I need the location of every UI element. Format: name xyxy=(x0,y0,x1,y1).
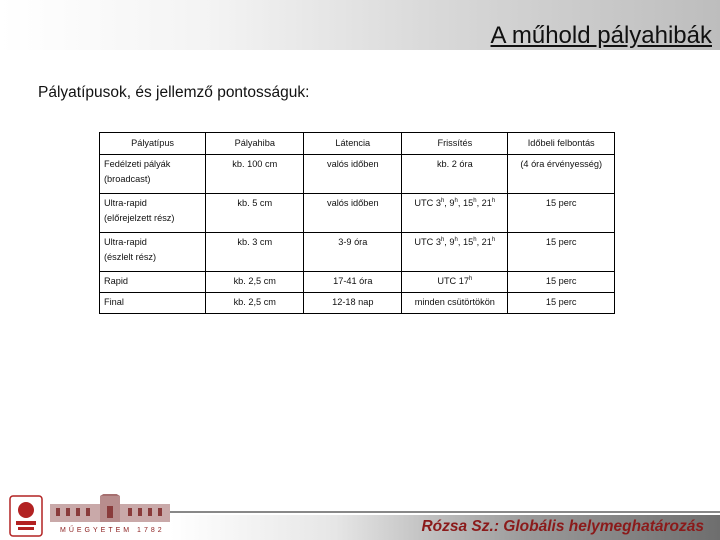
update-cell: UTC 17$^h$ xyxy=(402,272,508,293)
table-row xyxy=(100,293,615,314)
type-cell: Final xyxy=(100,293,206,314)
type-cell xyxy=(100,233,206,272)
bme-logo-icon xyxy=(6,494,46,538)
slide-title: A műhold pályahibák xyxy=(490,22,712,49)
footer-author-text: Rózsa Sz.: Globális helymeghatározás xyxy=(421,518,704,535)
update-cell: UTC 3$^h$, 9$^h$, 15$^h$, 21$^h$ xyxy=(402,194,508,233)
type-cell xyxy=(100,194,206,233)
type-sublabel: (észlelt rész) xyxy=(104,252,157,262)
resolution-cell: 15 perc xyxy=(508,293,615,314)
logo-caption: MŰEGYETEM 1782 xyxy=(60,527,165,534)
slide-subtitle: Pályatípusok, és jellemző pontosságuk: xyxy=(38,84,310,101)
type-sublabel: (broadcast) xyxy=(104,174,151,184)
header-cell: Időbeli felbontás xyxy=(508,133,615,155)
error-cell: kb. 3 cm xyxy=(206,233,304,272)
table-row xyxy=(100,194,615,233)
header-cell: Pályatípus xyxy=(100,133,206,155)
error-cell: kb. 5 cm xyxy=(206,194,304,233)
error-cell: kb. 100 cm xyxy=(206,155,304,194)
header-cell: Frissítés xyxy=(402,133,508,155)
table-row xyxy=(100,272,615,293)
table-header-row xyxy=(100,133,615,155)
resolution-cell: 15 perc xyxy=(508,233,615,272)
resolution-cell: 15 perc xyxy=(508,272,615,293)
header-cell: Látencia xyxy=(304,133,402,155)
latency-cell: 12-18 nap xyxy=(304,293,402,314)
error-cell: kb. 2,5 cm xyxy=(206,293,304,314)
university-building-icon xyxy=(50,494,170,522)
latency-cell: 3-9 óra xyxy=(304,233,402,272)
footer-divider xyxy=(170,511,720,513)
table-row xyxy=(100,155,615,194)
table-row xyxy=(100,233,615,272)
type-label: Ultra-rapid xyxy=(104,198,147,208)
update-cell: kb. 2 óra xyxy=(402,155,508,194)
latency-cell: valós időben xyxy=(304,155,402,194)
type-cell xyxy=(100,155,206,194)
latency-cell: valós időben xyxy=(304,194,402,233)
resolution-cell: 15 perc xyxy=(508,194,615,233)
type-cell: Rapid xyxy=(100,272,206,293)
error-cell: kb. 2,5 cm xyxy=(206,272,304,293)
resolution-cell: (4 óra érvényesség) xyxy=(508,155,615,194)
latency-cell: 17-41 óra xyxy=(304,272,402,293)
update-cell: UTC 3$^h$, 9$^h$, 15$^h$, 21$^h$ xyxy=(402,233,508,272)
header-cell: Pályahiba xyxy=(206,133,304,155)
type-sublabel: (előrejelzett rész) xyxy=(104,213,175,223)
type-label: Fedélzeti pályák xyxy=(104,159,171,169)
update-cell: minden csütörtökön xyxy=(402,293,508,314)
type-label: Ultra-rapid xyxy=(104,237,147,247)
orbit-table xyxy=(99,132,615,314)
